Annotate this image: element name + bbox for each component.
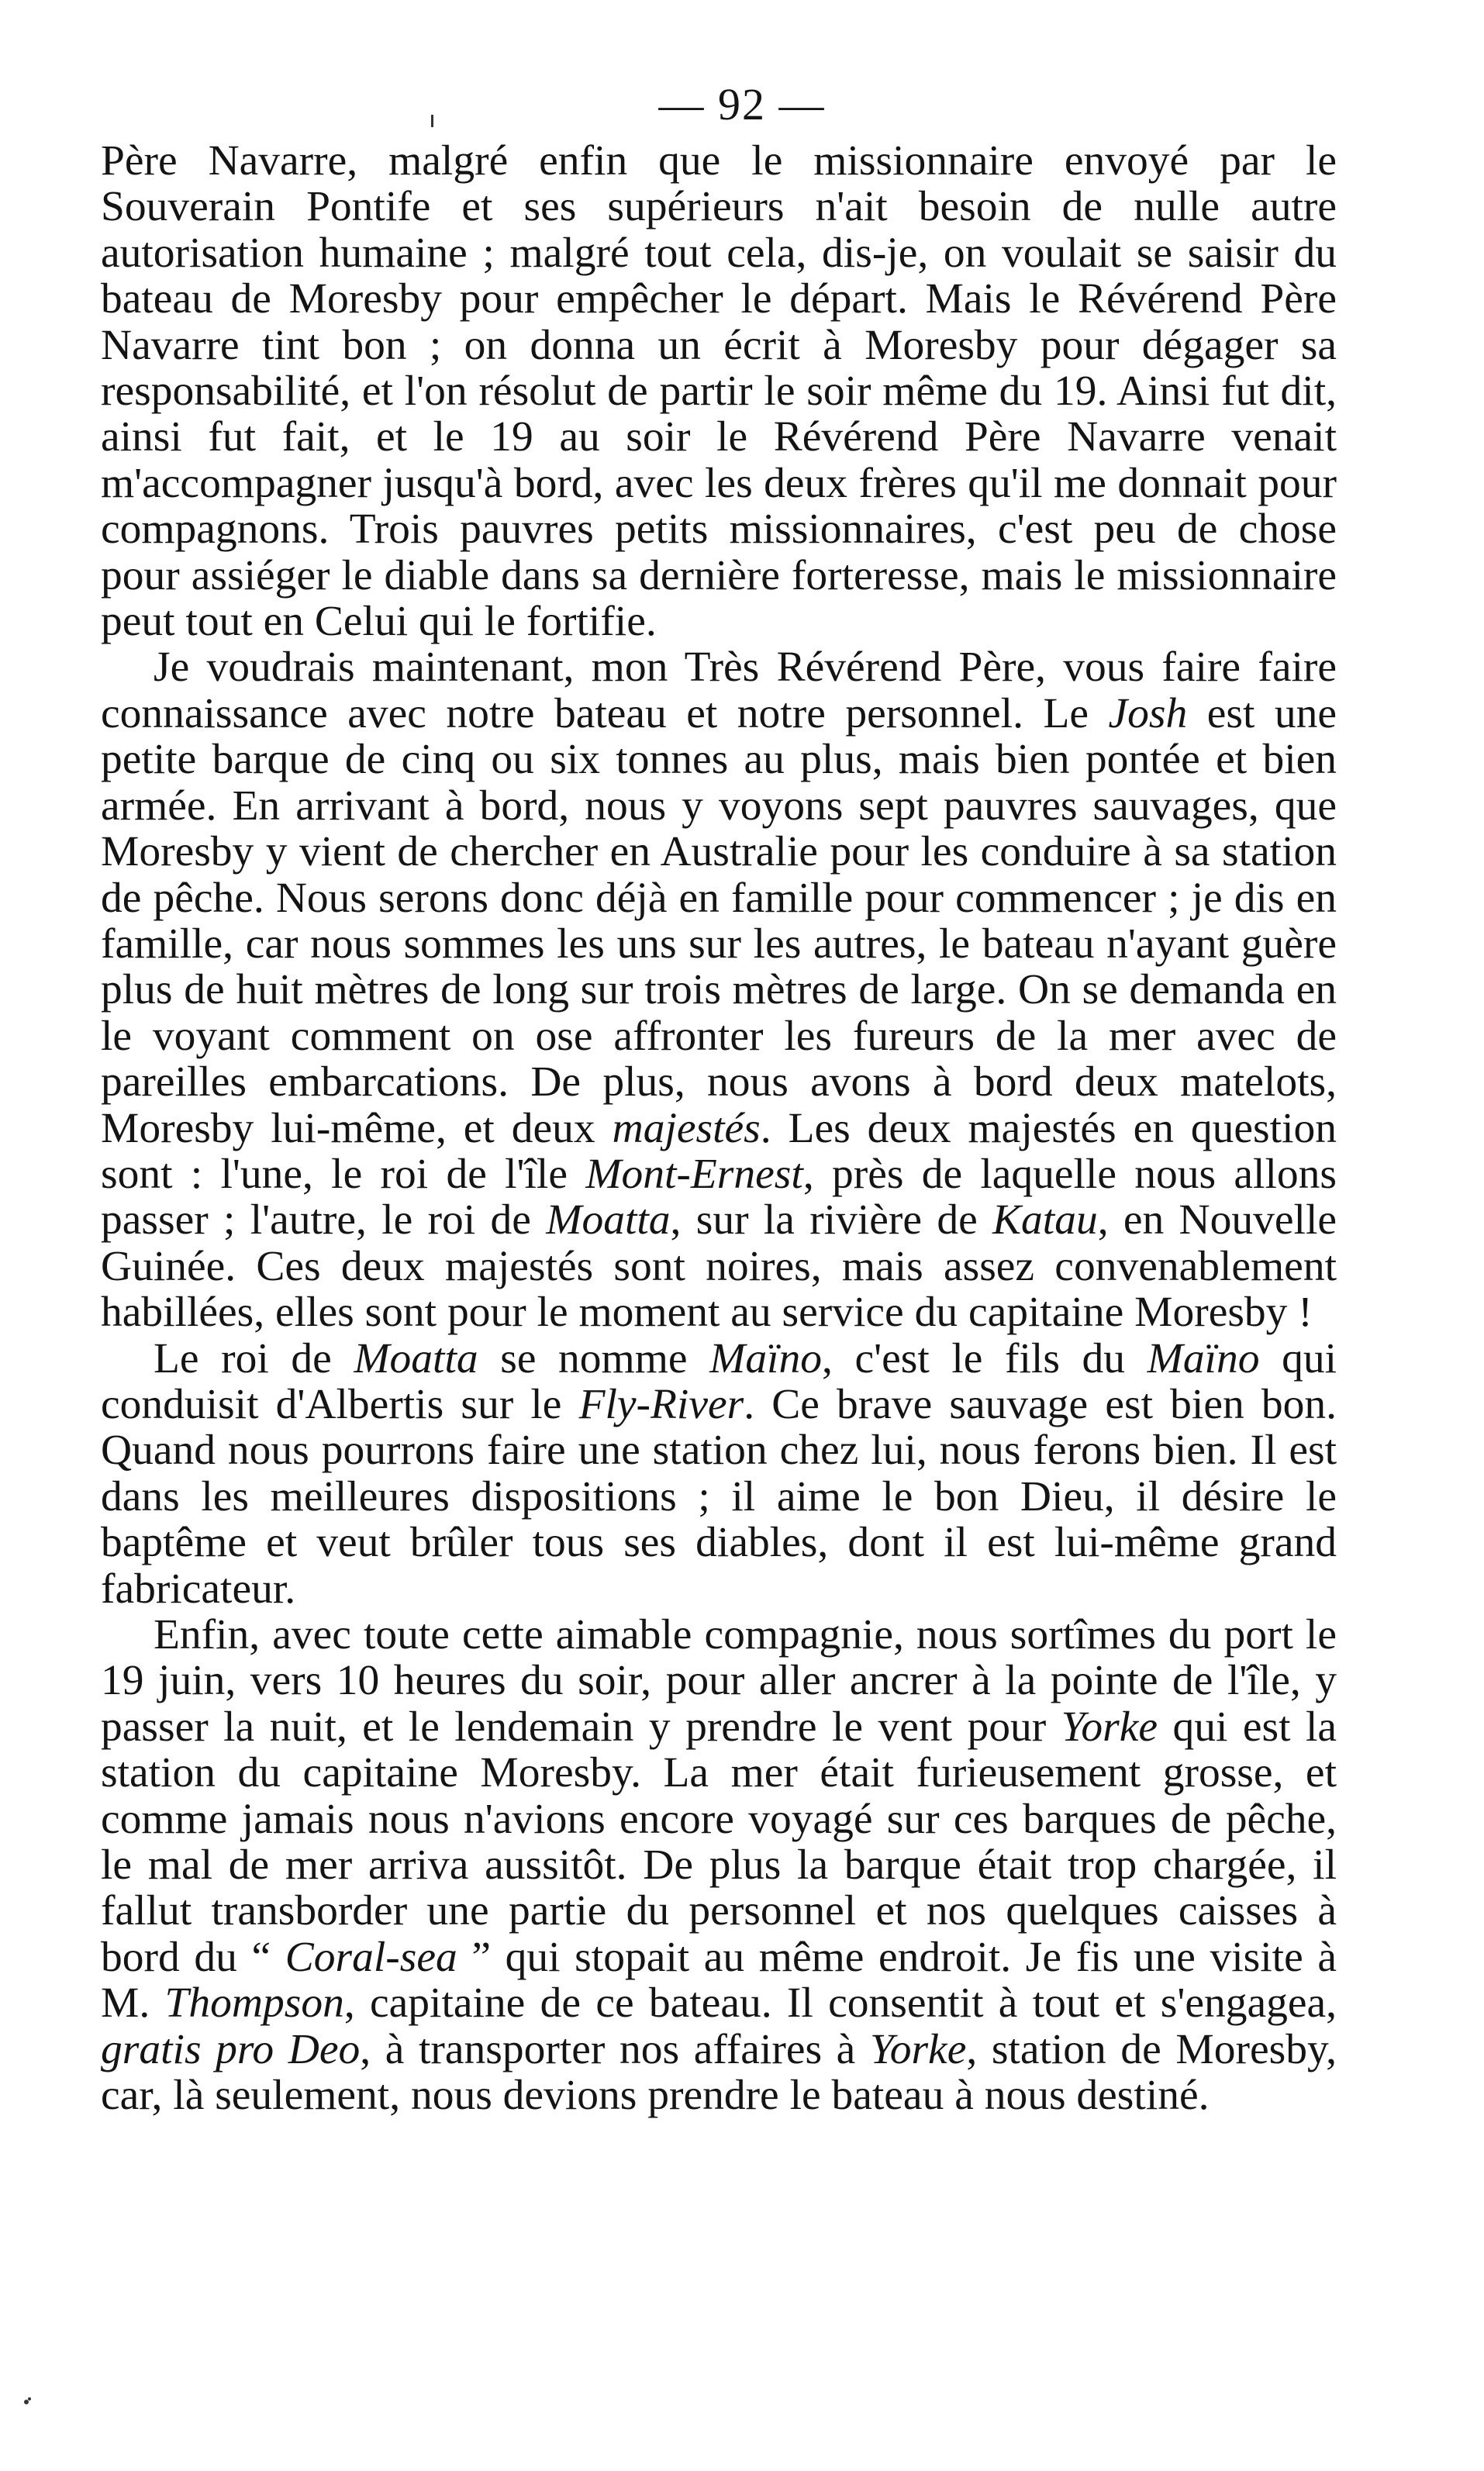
italic-text-run: Coral-sea	[285, 1933, 457, 1981]
paragraph-1	[101, 138, 1337, 644]
italic-text-run: Katau	[992, 1196, 1098, 1244]
page-number: — 92 —	[658, 79, 826, 129]
paragraph-2	[101, 644, 1337, 1335]
italic-text-run: Mont-Ernest	[585, 1150, 803, 1198]
paragraph-4	[101, 1612, 1337, 2118]
text-run: Je voudrais maintenant, mon Très Révérend Père, vous faire faire connaissance avec notre bateau et notre personnel. Le	[101, 644, 1337, 737]
text-run: , c'est le fils du	[822, 1334, 1148, 1382]
text-run: qui est la station du capitaine Moresby. La mer était furieusement grosse, et comme jamais nous n'avions encore voyagé sur ces barques de pêche, le mal de mer arriva aussitôt. De plus la barque était trop chargée, il fallut transborder une partie du personnel et nos quelques caisses à bord du “	[101, 1703, 1337, 1981]
text-run: Enfin, avec toute cette aimable compagnie, nous sortîmes du port le 19 juin, vers 10 heures du soir, pour aller ancrer à la pointe de l'île, y passer la nuit, et le lendemain y prendre le vent pour	[101, 1611, 1337, 1751]
italic-text-run: Thompson	[164, 1979, 344, 2028]
italic-text-run: gratis pro Deo	[101, 2025, 361, 2073]
italic-text-run: Moatta	[546, 1196, 671, 1244]
speck-mark	[24, 2400, 29, 2404]
speck-mark	[28, 2397, 31, 2400]
text-run: , capitaine de ce bateau. Il consentit à tout et s'engagea,	[343, 1979, 1337, 2028]
text-run: Le roi de	[154, 1334, 354, 1382]
italic-text-run: Fly-River	[578, 1380, 744, 1428]
text-run: , sur la rivière de	[670, 1196, 992, 1244]
text-run: se nomme	[478, 1334, 710, 1382]
italic-text-run: Josh	[1108, 689, 1188, 737]
text-run: est une petite barque de cinq ou six tonnes au plus, mais bien pontée et bien armée. En arrivant à bord, nous y voyons sept pauvres sauvages, que Moresby y vient de chercher en Australie pour les conduire à sa station de pêche. Nous serons donc déjà en famille pour commencer ; je dis en famille, car nous sommes les uns sur les autres, le bateau n'ayant guère plus de huit mètres de long sur trois mètres de large. On se demanda en le voyant comment on ose affronter les fureurs de la mer avec de pareilles embarcations. De plus, nous avons à bord deux matelots, Moresby lui-même, et deux	[101, 689, 1337, 1152]
text-run: , en Nouvelle Guinée. Ces deux majestés sont noires, mais assez convenablement habillées, elles sont pour le moment au service du capitaine Moresby !	[101, 1196, 1337, 1337]
italic-text-run: Yorke	[1061, 1703, 1158, 1751]
italic-text-run: Maïno	[1147, 1334, 1260, 1382]
text-run: , près de laquelle nous allons passer ; l'autre, le roi de	[101, 1150, 1337, 1244]
italic-text-run: Moatta	[354, 1334, 478, 1382]
italic-text-run: Yorke	[869, 2025, 967, 2073]
page-body-text	[101, 138, 1337, 2118]
italic-text-run: Maïno	[709, 1334, 823, 1382]
text-run: Père Navarre, malgré enfin que le missionnaire envoyé par le Souverain Pontife et ses supérieurs n'ait besoin de nulle autre autorisation humaine ; malgré tout cela, dis-je, on voulait se saisir du bateau de Moresby pour empêcher le départ. Mais le Révérend Père Navarre tint bon ; on donna un écrit à Moresby pour dégager sa responsabilité, et l'on résolut de partir le soir même du 19. Ainsi fut dit, ainsi fut fait, et le 19 au soir le Révérend Père Navarre venait m'accompagner jusqu'à bord, avec les deux frères qu'il me donnait pour compagnons. Trois pauvres petits missionnaires, c'est peu de chose pour assiéger le diable dans sa dernière forteresse, mais le missionnaire peut tout en Celui qui le fortifie.	[101, 137, 1337, 646]
text-run: qui conduisit d'Albertis sur le	[101, 1334, 1337, 1428]
text-run: , station de Moresby, car, là seulement, nous devions prendre le bateau à nous destiné.	[101, 2025, 1337, 2120]
text-run: . Ce brave sauvage est bien bon. Quand nous pourrons faire une station chez lui, nous ferons bien. Il est dans les meilleures dispositions ; il aime le bon Dieu, il désire le baptême et veut brûler tous ses diables, dont il est lui-même grand fabricateur.	[101, 1380, 1337, 1613]
text-run: . Les deux majestés en question sont : l'une, le roi de l'île	[101, 1104, 1337, 1198]
paragraph-3	[101, 1336, 1337, 1612]
text-run: , à transporter nos affaires à	[360, 2025, 870, 2073]
text-run: ” qui stopait au même endroit. Je fis une visite à M.	[101, 1933, 1337, 2028]
italic-text-run: majestés	[612, 1104, 761, 1152]
